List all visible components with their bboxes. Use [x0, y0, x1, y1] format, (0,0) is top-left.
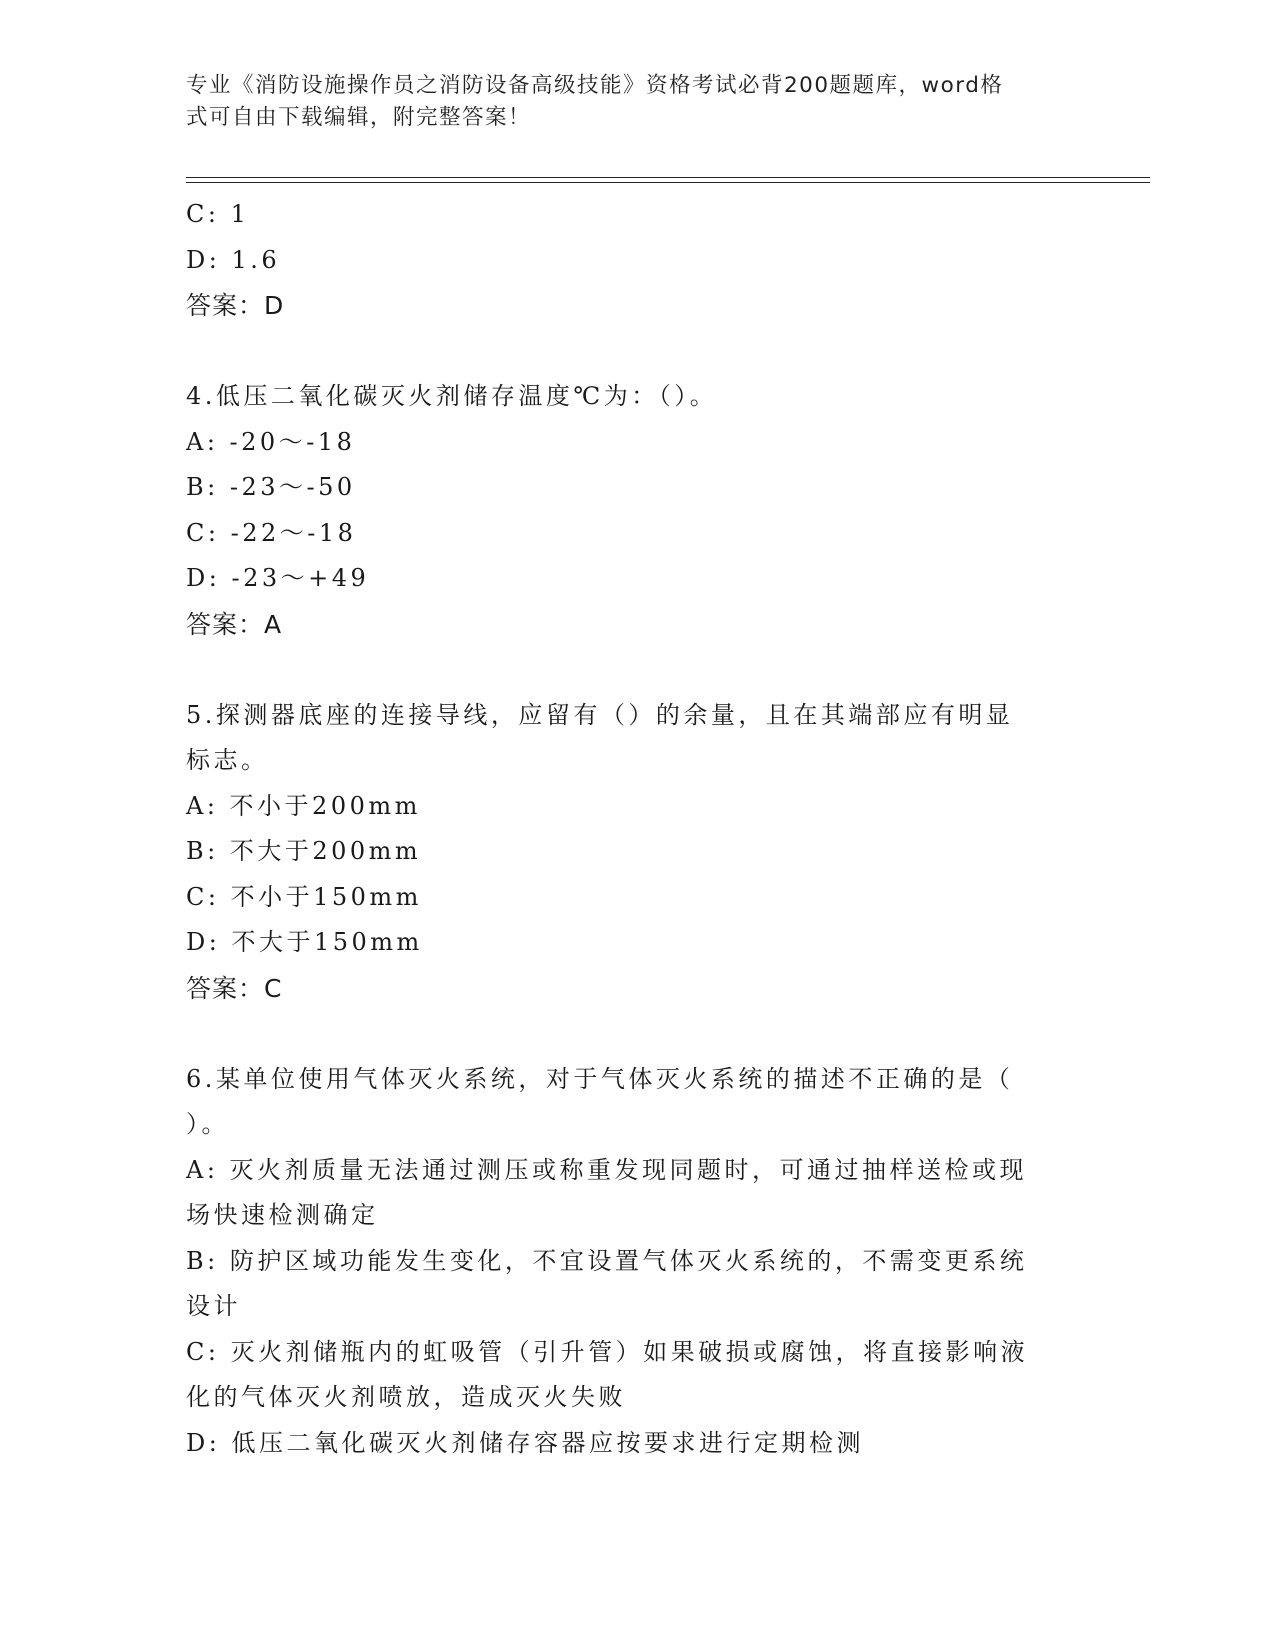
- option-d: D: 1.6: [186, 245, 281, 274]
- option-a-line-2: 场快速检测确定: [186, 1201, 379, 1229]
- question-stem-line-1: 6.某单位使用气体灭火系统，对于气体灭火系统的描述不正确的是（: [186, 1064, 1014, 1093]
- spacer: [186, 329, 1086, 375]
- question-stem-line-2: 标志。: [186, 746, 269, 774]
- document-header: [186, 70, 1086, 134]
- header-divider-bottom: [186, 182, 1150, 183]
- option-a-line-1: A: 灭火剂质量无法通过测压或称重发现同题时，可通过抽样送检或现: [186, 1155, 1028, 1184]
- option-d: D: 不大于150mm: [186, 928, 423, 956]
- option-c-line-1: C: 灭火剂储瓶内的虹吸管（引升管）如果破损或腐蚀，将直接影响液: [186, 1337, 1029, 1366]
- header-line-2: 式可自由下载编辑，附完整答案！: [186, 105, 532, 130]
- question-6: [186, 1057, 1086, 1467]
- answer: 答案：D: [186, 291, 285, 320]
- option-b: B: -23～-50: [186, 473, 356, 501]
- option-c: C: 1: [186, 200, 250, 228]
- question-list: [186, 192, 1086, 1466]
- header-divider-top: [186, 177, 1150, 178]
- header-line-1: 专业《消防设施操作员之消防设备高级技能》资格考试必背200题题库，word格: [186, 73, 1004, 98]
- question-4: [186, 374, 1086, 647]
- option-a: A: -20～-18: [186, 427, 356, 456]
- option-b-line-1: B: 防护区域功能发生变化，不宜设置气体灭火系统的，不需变更系统: [186, 1246, 1028, 1275]
- spacer: [186, 647, 1086, 693]
- question-stem-line-2: ）。: [186, 1110, 229, 1138]
- option-b: B: 不大于200mm: [186, 837, 422, 865]
- option-d: D: -23～+49: [186, 564, 370, 592]
- option-c: C: 不小于150mm: [186, 882, 422, 911]
- option-a: A: 不小于200mm: [186, 791, 421, 820]
- answer: 答案：C: [186, 973, 283, 1003]
- spacer: [186, 1011, 1086, 1057]
- question-3-tail: [186, 192, 1086, 329]
- option-b-line-2: 设计: [186, 1292, 241, 1320]
- option-c: C: -22～-18: [186, 518, 357, 547]
- question-stem-line-1: 5.探测器底座的连接导线，应留有（）的余量，且在其端部应有明显: [186, 700, 1014, 729]
- option-c-line-2: 化的气体灭火剂喷放，造成灭火失败: [186, 1383, 626, 1411]
- answer: 答案：A: [186, 609, 283, 639]
- question-5: [186, 693, 1086, 1012]
- option-d: D: 低压二氧化碳灭火剂储存容器应按要求进行定期检测: [186, 1428, 864, 1457]
- question-stem: 4.低压二氧化碳灭火剂储存温度℃为：（）。: [186, 382, 718, 410]
